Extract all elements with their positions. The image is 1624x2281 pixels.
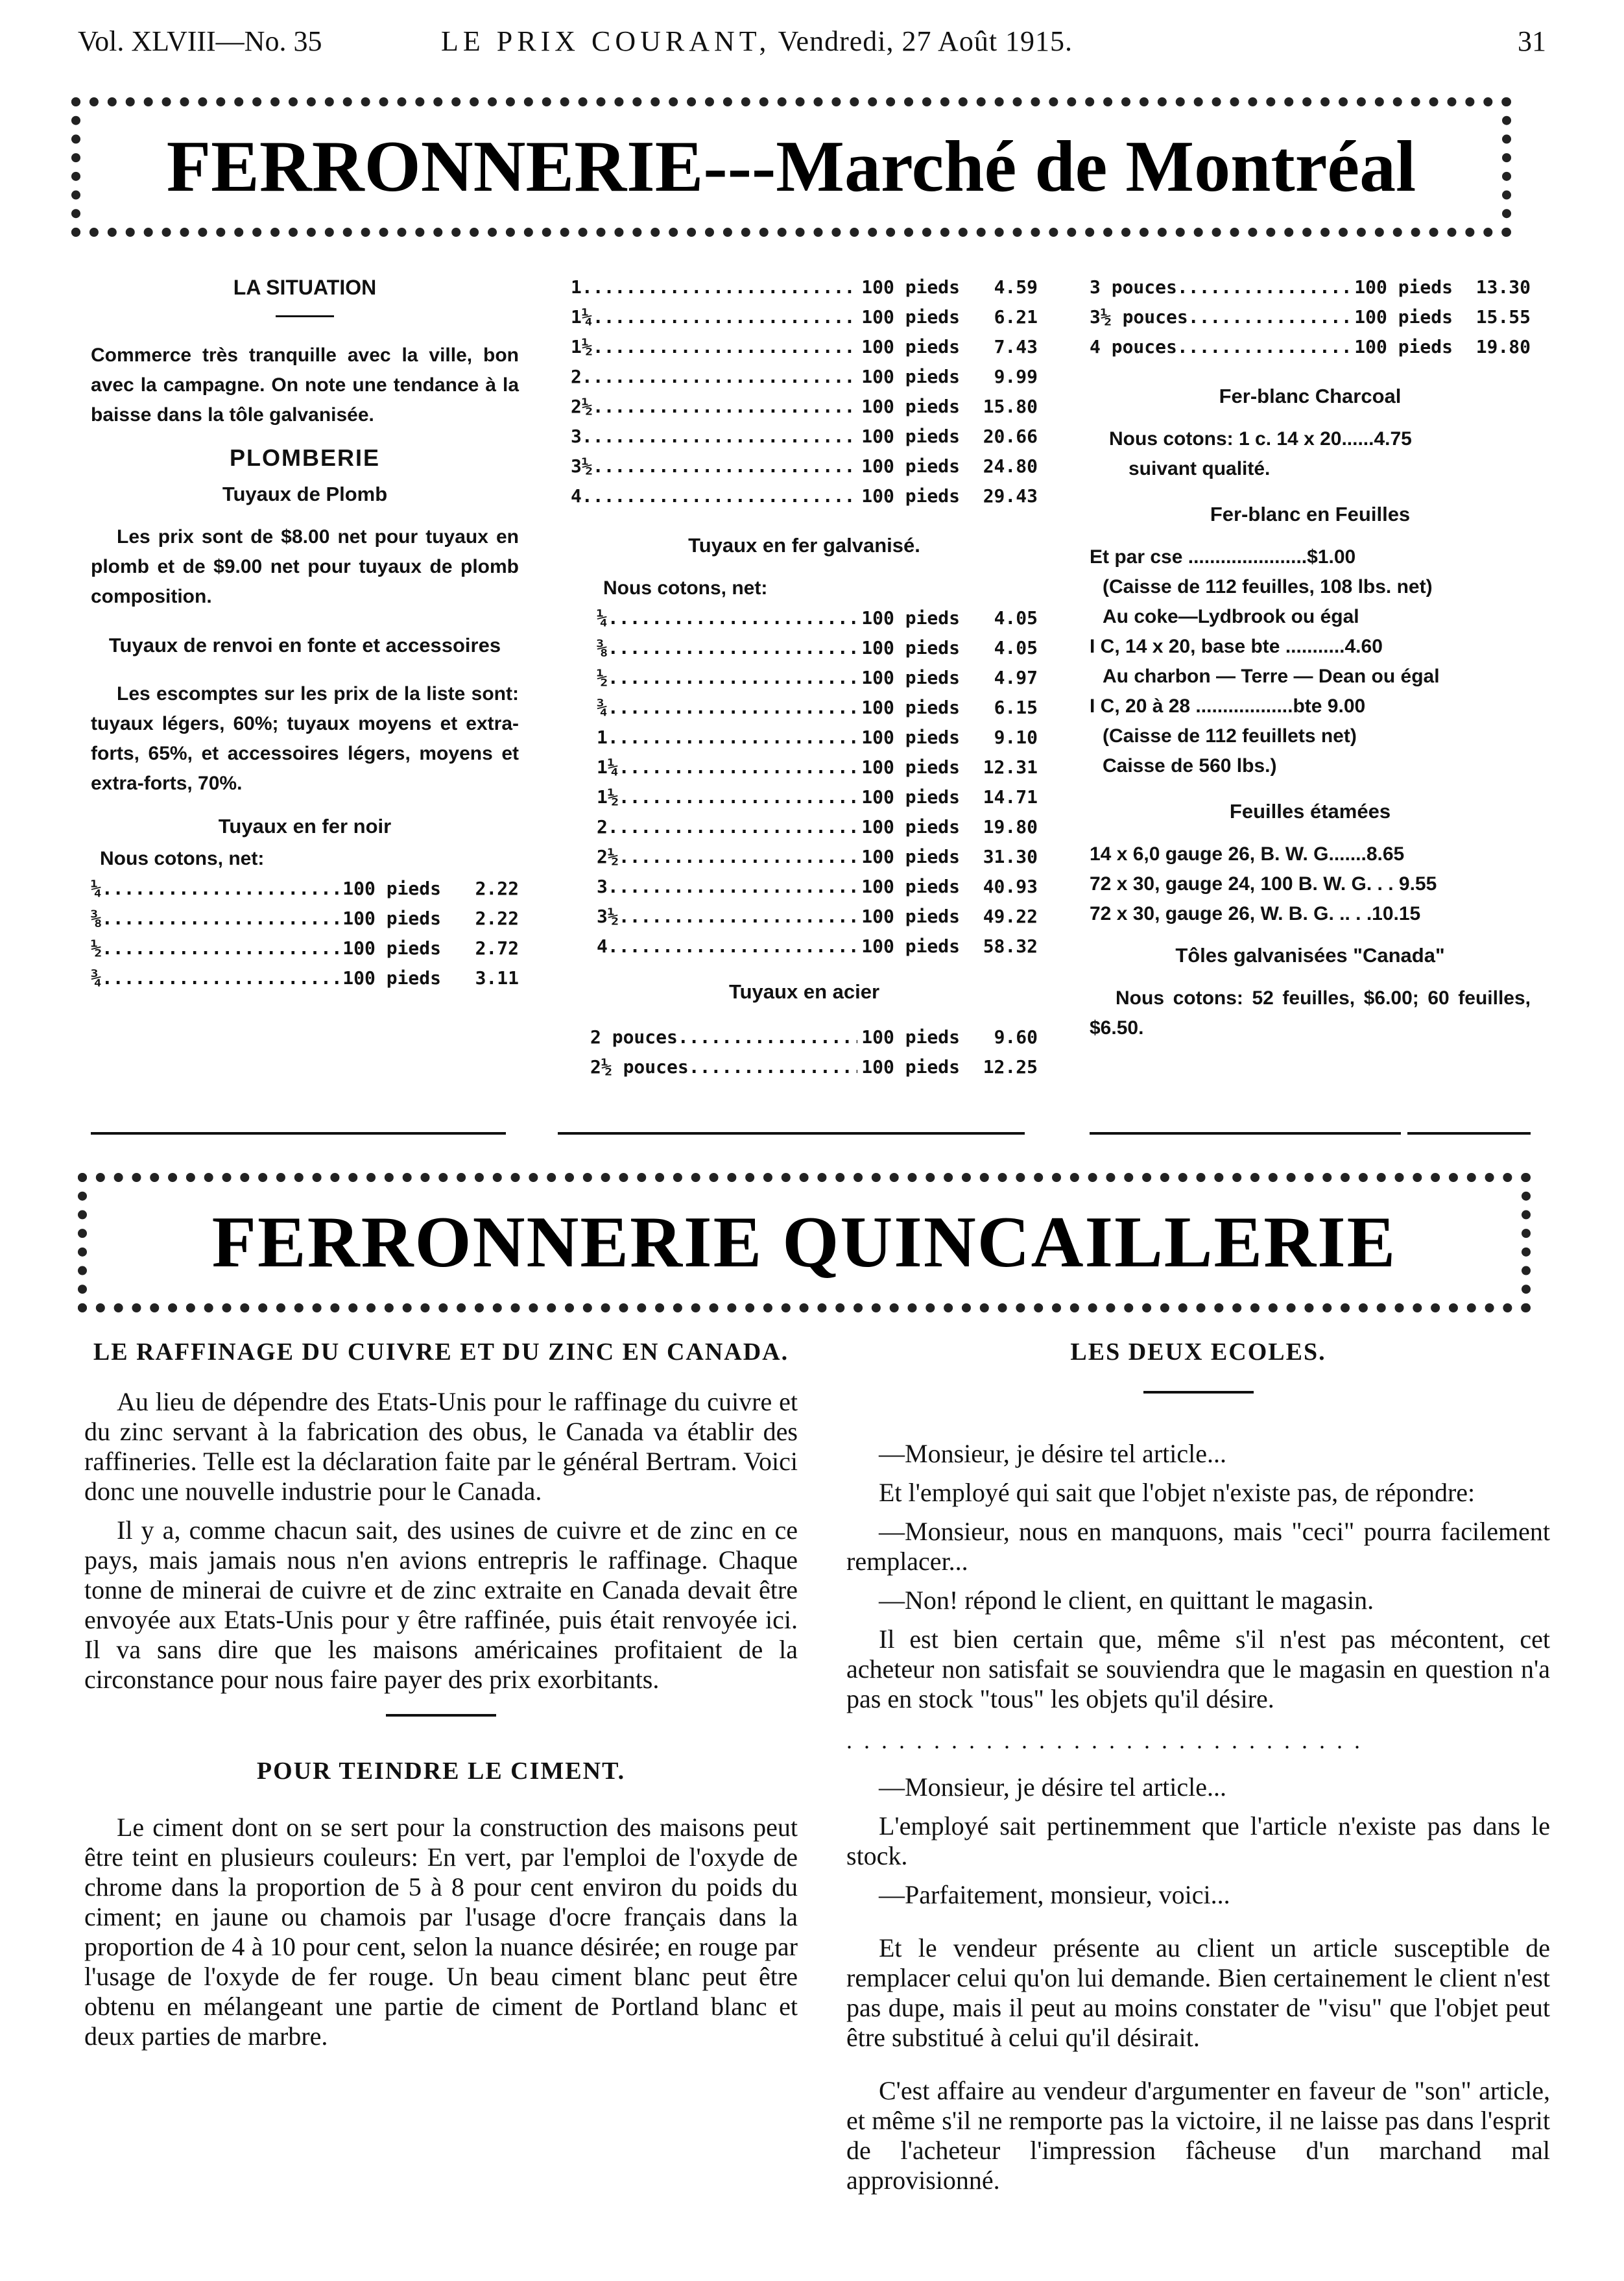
price-value: 9.60 bbox=[994, 1026, 1038, 1048]
price-unit: 100 pieds bbox=[861, 876, 960, 897]
price-size: 1¼ bbox=[597, 756, 619, 778]
price-row bbox=[597, 633, 1038, 663]
article-paragraph: Le ciment dont on se sert pour la construction des maisons peut être teint en plusieurs couleurs: En vert, par l'emploi de l'oxyde de chrome dans la proportion de 5 à 8 pour cent environ du poids du ciment; en jaune ou chamois par l'usage d'ocre français dans la proportion de 4 à 10 pour cent, selon la nuance désirée; en rouge par l'usage de l'oxyde de fer rouge. Un beau ciment blanc peut être obtenu en mélangeant une partie de ciment de Portland blanc et deux parties de marbre. bbox=[84, 1813, 798, 2051]
leader-dots bbox=[593, 332, 858, 362]
subsection-heading: Feuilles étamées bbox=[1229, 800, 1391, 823]
price-row bbox=[597, 812, 1038, 842]
intro-text: Nous cotons, net: bbox=[603, 577, 768, 599]
price-size: 2 bbox=[597, 816, 608, 838]
article-paragraph: Il est bien certain que, même s'il n'est pas mécontent, cet acheteur non satisfait se souviendra que le magasin en question n'a pas en stock "tous" les objets qu'il désire. bbox=[846, 1624, 1550, 1713]
leader-dots bbox=[608, 872, 857, 902]
price-value: 19.80 bbox=[1475, 336, 1531, 357]
price-size: ¼ bbox=[91, 878, 102, 899]
price-row bbox=[1090, 272, 1531, 302]
separator-rule bbox=[91, 1132, 506, 1135]
price-unit: 100 pieds bbox=[861, 727, 960, 748]
price-row bbox=[597, 872, 1038, 902]
article-title: LE RAFFINAGE DU CUIVRE ET DU ZINC EN CANADA. bbox=[93, 1338, 789, 1366]
price-value: 49.22 bbox=[983, 906, 1038, 927]
leader-dots bbox=[102, 963, 339, 993]
price-unit: 100 pieds bbox=[1354, 276, 1453, 298]
separator-rule bbox=[1090, 1132, 1401, 1135]
feuilles-line: Caisse de 560 lbs.) bbox=[1103, 755, 1277, 777]
subsection-heading: Fer-blanc en Feuilles bbox=[1210, 503, 1411, 525]
leader-dots bbox=[102, 934, 339, 963]
price-size: ¾ bbox=[597, 697, 608, 718]
price-unit: 100 pieds bbox=[342, 878, 441, 899]
feuilles-line: (Caisse de 112 feuillets net) bbox=[1103, 725, 1357, 747]
price-row bbox=[597, 753, 1038, 782]
article-paragraph: Et le vendeur présente au client un article susceptible de remplacer celui qu'on lui demande. Bien certainement le client n'est pas dupe, mais il peut au moins constater de "visu" que l'objet peut être substitué à celui qu'il désirait. bbox=[846, 1933, 1550, 2052]
price-column-2 bbox=[571, 272, 1038, 1082]
price-column-1 bbox=[91, 272, 519, 993]
article-paragraph: Il y a, comme chacun sait, des usines de cuivre et de zinc en ce pays, mais jamais nous n'en avions entrepris le raffinage. Chaque tonne de minerai de cuivre et de zinc extraite en Canada devait être envoyée aux Etats-Unis pour y être raffinée, puis était renvoyée ici. Il va sans dire que les maisons américaines profitaient de la circonstance pour nous faire payer des prix exorbitants. bbox=[84, 1515, 798, 1694]
article-paragraph: —Non! répond le client, en quittant le magasin. bbox=[879, 1586, 1374, 1615]
price-value: 24.80 bbox=[983, 455, 1038, 477]
leader-dots bbox=[102, 904, 339, 934]
price-unit: 100 pieds bbox=[861, 786, 960, 808]
price-value: 4.05 bbox=[994, 607, 1038, 629]
price-row bbox=[597, 902, 1038, 932]
leader-dots bbox=[608, 693, 857, 723]
separator-rule bbox=[558, 1132, 1025, 1135]
price-row bbox=[571, 452, 1038, 481]
price-unit: 100 pieds bbox=[861, 366, 960, 387]
price-value: 14.71 bbox=[983, 786, 1038, 808]
separator-rule bbox=[1407, 1132, 1531, 1135]
price-list bbox=[571, 272, 1038, 511]
volume-number: Vol. XLVIII—No. 35 bbox=[78, 25, 322, 57]
article-paragraph: —Monsieur, je désire tel article... bbox=[879, 1439, 1226, 1468]
article-title: LES DEUX ECOLES. bbox=[1070, 1338, 1326, 1366]
feuilles-list bbox=[1090, 542, 1531, 781]
price-value: 58.32 bbox=[983, 935, 1038, 957]
price-size: ½ bbox=[597, 667, 608, 688]
price-size: 1 bbox=[571, 276, 582, 298]
price-row bbox=[597, 723, 1038, 753]
price-unit: 100 pieds bbox=[861, 637, 960, 658]
banner-quincaillerie bbox=[78, 1173, 1531, 1312]
price-value: 31.30 bbox=[983, 846, 1038, 867]
magazine-name: LE PRIX COURANT, bbox=[441, 25, 771, 57]
price-unit: 100 pieds bbox=[861, 455, 960, 477]
price-size: ½ bbox=[91, 937, 102, 959]
leader-dots bbox=[619, 782, 858, 812]
price-value: 9.99 bbox=[994, 366, 1038, 387]
price-value: 7.43 bbox=[994, 336, 1038, 357]
leader-dots bbox=[582, 422, 857, 452]
price-value: 12.31 bbox=[983, 756, 1038, 778]
page-header bbox=[78, 25, 1546, 70]
price-row bbox=[91, 934, 519, 963]
leader-dots bbox=[582, 481, 857, 511]
price-size: 4 pouces bbox=[1090, 336, 1177, 357]
article-paragraph: C'est affaire au vendeur d'argumenter en faveur de "son" article, et même s'il ne remporte pas la victoire, il ne laisse pas dans l'esprit de l'acheteur l'impression fâcheuse d'un marchand mal approvisionné. bbox=[846, 2076, 1550, 2195]
price-row bbox=[571, 422, 1038, 452]
intro-text: Nous cotons, net: bbox=[100, 848, 265, 869]
subsection-heading: Tuyaux en fer noir bbox=[218, 815, 392, 838]
price-unit: 100 pieds bbox=[861, 426, 960, 447]
feuilles-line: Au coke—Lydbrook ou égal bbox=[1103, 606, 1359, 627]
price-value: 15.55 bbox=[1475, 306, 1531, 328]
price-value: 6.15 bbox=[994, 697, 1038, 718]
subsection-heading: Fer-blanc Charcoal bbox=[1219, 385, 1402, 407]
article-rule bbox=[1143, 1391, 1254, 1394]
price-unit: 100 pieds bbox=[861, 396, 960, 417]
price-unit: 100 pieds bbox=[861, 846, 960, 867]
subsection-heading: Tôles galvanisées "Canada" bbox=[1175, 944, 1445, 967]
leader-dots bbox=[593, 452, 858, 481]
price-size: 2 pouces bbox=[590, 1026, 678, 1048]
etamees-list bbox=[1090, 839, 1531, 929]
price-unit: 100 pieds bbox=[861, 816, 960, 838]
price-list bbox=[571, 1022, 1038, 1082]
etamees-line: 72 x 30, gauge 26, W. B. G. .. . .10.15 bbox=[1090, 903, 1421, 924]
article-paragraph: L'employé sait pertinemment que l'article n'existe pas dans le stock. bbox=[846, 1811, 1550, 1870]
price-value: 19.80 bbox=[983, 816, 1038, 838]
price-unit: 100 pieds bbox=[861, 1026, 960, 1048]
leader-dots bbox=[608, 633, 857, 663]
price-size: 2 bbox=[571, 366, 582, 387]
price-value: 12.25 bbox=[983, 1056, 1038, 1078]
price-value: 2.72 bbox=[475, 937, 519, 959]
leader-dots bbox=[608, 723, 857, 753]
price-row bbox=[597, 842, 1038, 872]
price-unit: 100 pieds bbox=[342, 967, 441, 989]
price-unit: 100 pieds bbox=[861, 756, 960, 778]
price-unit: 100 pieds bbox=[861, 906, 960, 927]
price-value: 4.05 bbox=[994, 637, 1038, 658]
issue-date: Vendredi, 27 Août 1915. bbox=[778, 25, 1073, 57]
price-value: 4.59 bbox=[994, 276, 1038, 298]
price-column-3 bbox=[1090, 272, 1531, 1056]
price-row bbox=[571, 481, 1038, 511]
price-size: 1 bbox=[597, 727, 608, 748]
price-value: 4.97 bbox=[994, 667, 1038, 688]
price-row bbox=[597, 663, 1038, 693]
price-size: 2½ bbox=[571, 396, 593, 417]
page-number: 31 bbox=[1518, 25, 1546, 57]
price-row bbox=[597, 782, 1038, 812]
article-paragraph: Et l'employé qui sait que l'objet n'existe pas, de répondre: bbox=[879, 1478, 1475, 1507]
price-size: 2½ pouces bbox=[590, 1056, 689, 1078]
article-paragraph: —Monsieur, je désire tel article... bbox=[879, 1772, 1226, 1802]
feuilles-line: I C, 14 x 20, base bte ...........4.60 bbox=[1090, 636, 1383, 657]
price-size: 3½ bbox=[597, 906, 619, 927]
price-size: 1½ bbox=[571, 336, 593, 357]
article-paragraph: Au lieu de dépendre des Etats-Unis pour le raffinage du cuivre et du zinc servant à la fabrication des obus, le Canada va établir des raffineries. Telle est la déclaration faite par le général Bertram. Voici donc une nouvelle industrie pour le Canada. bbox=[84, 1387, 798, 1506]
renvoi-text: Les escomptes sur les prix de la liste sont: tuyaux légers, 60%; tuyaux moyens et extra-forts, 65%, et accessoires légers, moyens et extra-forts, 70%. bbox=[91, 683, 519, 794]
feuilles-line: (Caisse de 112 feuilles, 108 lbs. net) bbox=[1103, 576, 1433, 597]
article-rule bbox=[386, 1714, 496, 1717]
price-size: 3 bbox=[571, 426, 582, 447]
subsection-heading: Tuyaux en fer galvanisé. bbox=[688, 534, 920, 557]
price-list bbox=[91, 874, 519, 993]
price-unit: 100 pieds bbox=[342, 908, 441, 929]
leader-dots bbox=[608, 603, 857, 633]
subsection-heading: Tuyaux de Plomb bbox=[222, 483, 388, 505]
price-unit: 100 pieds bbox=[861, 485, 960, 507]
price-unit: 100 pieds bbox=[861, 935, 960, 957]
price-row bbox=[91, 874, 519, 904]
price-row bbox=[597, 932, 1038, 961]
price-value: 20.66 bbox=[983, 426, 1038, 447]
article-paragraph: —Monsieur, nous en manquons, mais "ceci" pourra facilement remplacer... bbox=[846, 1517, 1550, 1576]
price-unit: 100 pieds bbox=[861, 667, 960, 688]
leader-dots bbox=[593, 392, 858, 422]
price-row bbox=[571, 272, 1038, 302]
price-value: 15.80 bbox=[983, 396, 1038, 417]
price-size: 1½ bbox=[597, 786, 619, 808]
short-rule bbox=[276, 315, 334, 317]
leader-dots bbox=[593, 302, 858, 332]
price-size: 4 bbox=[571, 485, 582, 507]
price-size: 3½ bbox=[571, 455, 593, 477]
price-unit: 100 pieds bbox=[861, 607, 960, 629]
price-row bbox=[597, 693, 1038, 723]
etamees-line: 14 x 6,0 gauge 26, B. W. G.......8.65 bbox=[1090, 843, 1405, 865]
price-size: ¼ bbox=[597, 607, 608, 629]
leader-dots bbox=[1188, 302, 1351, 332]
leader-dots bbox=[1177, 332, 1350, 362]
subsection-heading: Tuyaux de renvoi en fonte et accessoires bbox=[108, 634, 501, 657]
banner-title: FERRONNERIE---Marché de Montréal bbox=[166, 127, 1416, 207]
price-size: 4 bbox=[597, 935, 608, 957]
section-heading: LA SITUATION bbox=[233, 276, 377, 299]
price-size: ⅜ bbox=[597, 637, 608, 658]
price-row bbox=[571, 362, 1038, 392]
price-unit: 100 pieds bbox=[342, 937, 441, 959]
price-value: 6.21 bbox=[994, 306, 1038, 328]
price-row bbox=[1090, 302, 1531, 332]
price-row bbox=[1090, 332, 1531, 362]
leader-dots bbox=[678, 1022, 857, 1052]
situation-text: Commerce très tranquille avec la ville, bon avec la campagne. On note une tendance à la baisse dans la tôle galvanisée. bbox=[91, 344, 519, 426]
subsection-heading: Tuyaux en acier bbox=[728, 980, 880, 1003]
feuilles-line: Et par cse ......................$1.00 bbox=[1090, 546, 1356, 568]
leader-dots bbox=[608, 812, 857, 842]
price-size: ¾ bbox=[91, 967, 102, 989]
toles-text: Nous cotons: 52 feuilles, $6.00; 60 feuilles, $6.50. bbox=[1090, 987, 1531, 1039]
price-value: 3.11 bbox=[475, 967, 519, 989]
leader-dots bbox=[619, 753, 858, 782]
leader-dots bbox=[619, 902, 858, 932]
price-size: 3 pouces bbox=[1090, 276, 1177, 298]
article-column-right bbox=[846, 1336, 1550, 2204]
plomb-text: Les prix sont de $8.00 net pour tuyaux en plomb et de $9.00 net pour tuyaux de plomb composition. bbox=[91, 526, 519, 607]
price-unit: 100 pieds bbox=[861, 336, 960, 357]
charcoal-text-2: suivant qualité. bbox=[1128, 458, 1271, 479]
charcoal-text: Nous cotons: 1 c. 14 x 20......4.75 bbox=[1109, 428, 1412, 450]
feuilles-line: I C, 20 à 28 ..................bte 9.00 bbox=[1090, 695, 1366, 717]
banner-title: FERRONNERIE QUINCAILLERIE bbox=[211, 1202, 1397, 1283]
feuilles-line: Au charbon — Terre — Dean ou égal bbox=[1103, 666, 1440, 687]
price-row bbox=[590, 1022, 1038, 1052]
price-size: 1¼ bbox=[571, 306, 593, 328]
price-unit: 100 pieds bbox=[861, 306, 960, 328]
price-size: 3 bbox=[597, 876, 608, 897]
leader-dots bbox=[689, 1052, 858, 1082]
price-row bbox=[597, 603, 1038, 633]
price-value: 13.30 bbox=[1475, 276, 1531, 298]
price-row bbox=[91, 904, 519, 934]
article-title: POUR TEINDRE LE CIMENT. bbox=[256, 1757, 626, 1785]
article-column-left bbox=[84, 1336, 798, 2060]
price-row bbox=[571, 332, 1038, 362]
leader-dots bbox=[608, 932, 857, 961]
dot-separator: .............................. bbox=[846, 1728, 1372, 1754]
price-unit: 100 pieds bbox=[861, 697, 960, 718]
price-size: 3½ pouces bbox=[1090, 306, 1188, 328]
price-row bbox=[571, 302, 1038, 332]
price-list bbox=[571, 603, 1038, 961]
price-size: 2½ bbox=[597, 846, 619, 867]
masthead bbox=[441, 25, 1073, 58]
leader-dots bbox=[608, 663, 857, 693]
price-row bbox=[571, 392, 1038, 422]
leader-dots bbox=[619, 842, 858, 872]
price-value: 2.22 bbox=[475, 908, 519, 929]
price-unit: 100 pieds bbox=[861, 276, 960, 298]
price-size: ⅜ bbox=[91, 908, 102, 929]
price-value: 9.10 bbox=[994, 727, 1038, 748]
leader-dots bbox=[582, 362, 857, 392]
leader-dots bbox=[102, 874, 339, 904]
article-paragraph: —Parfaitement, monsieur, voici... bbox=[879, 1880, 1230, 1909]
price-value: 2.22 bbox=[475, 878, 519, 899]
price-unit: 100 pieds bbox=[1354, 306, 1453, 328]
price-row bbox=[590, 1052, 1038, 1082]
price-value: 40.93 bbox=[983, 876, 1038, 897]
price-unit: 100 pieds bbox=[1354, 336, 1453, 357]
price-row bbox=[91, 963, 519, 993]
leader-dots bbox=[582, 272, 857, 302]
banner-marche-montreal bbox=[71, 97, 1511, 237]
section-heading: PLOMBERIE bbox=[229, 444, 380, 471]
price-value: 29.43 bbox=[983, 485, 1038, 507]
price-list bbox=[1090, 272, 1531, 362]
leader-dots bbox=[1177, 272, 1350, 302]
etamees-line: 72 x 30, gauge 24, 100 B. W. G. . . 9.55 bbox=[1090, 873, 1437, 895]
price-unit: 100 pieds bbox=[861, 1056, 960, 1078]
